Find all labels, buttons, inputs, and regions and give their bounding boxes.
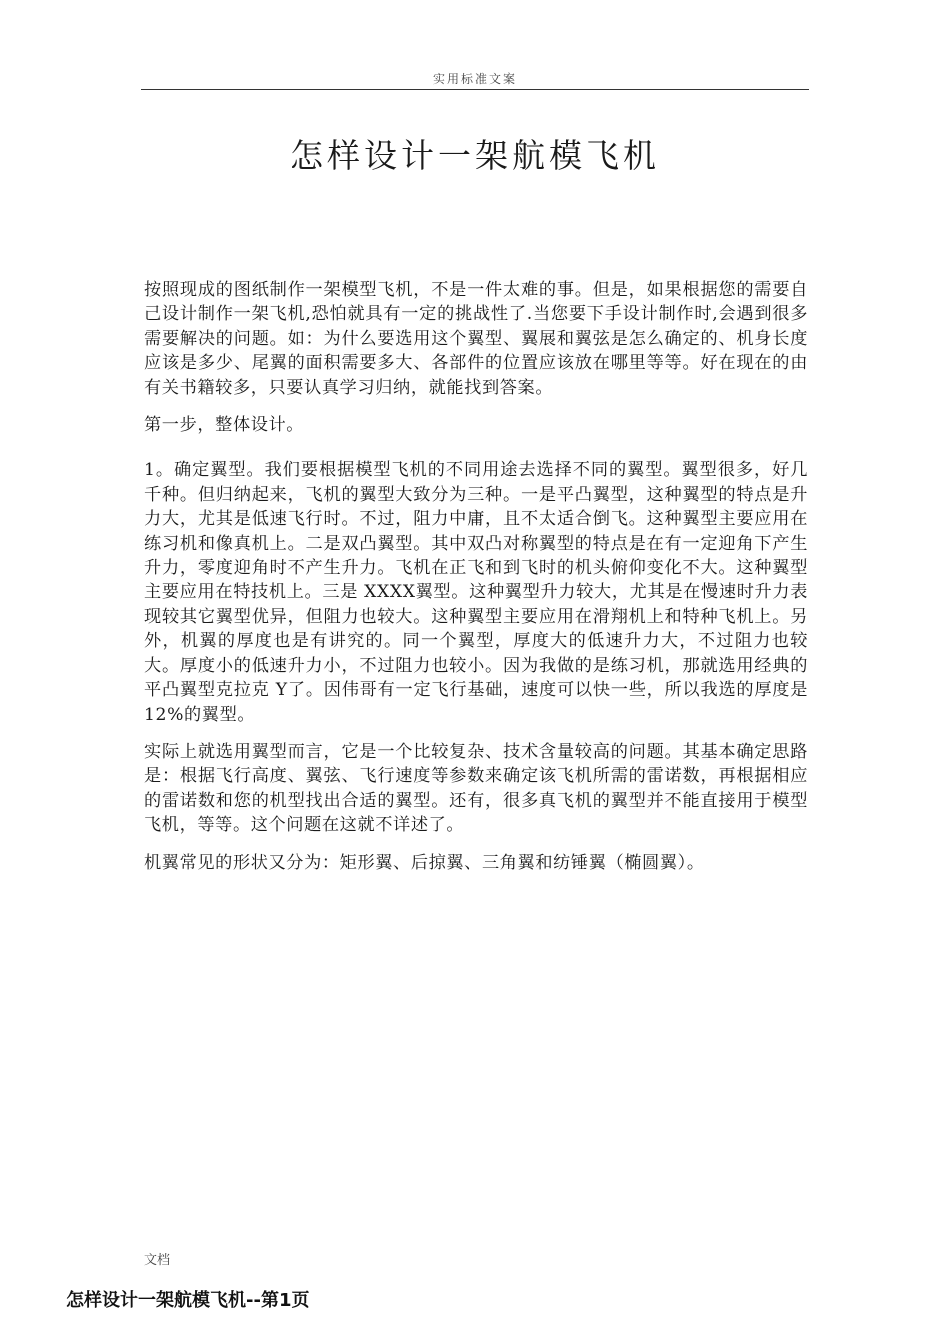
footer-text: 文档 — [144, 1253, 171, 1268]
paragraph-wing-shapes: 机翼常见的形状又分为：矩形翼、后掠翼、三角翼和纺锤翼（椭圆翼）。 — [144, 852, 705, 873]
paragraph-airfoil: 1。确定翼型。我们要根据模型飞机的不同用途去选择不同的翼型。翼型很多，好几千种。但归纳起来，飞机的翼型大致分为三种。一是平凸翼型，这种翼型的特点是升力大，尤其是低速飞行时。不过，阻力中庸，且不太适合倒飞。这种翼型主要应用在练习机和像真机上。二是双凸翼型。其中双凸对称翼型的特点是在有一定迎角下产生升力，零度迎角时不产生升力。飞机在正飞和到飞时的机头俯仰变化不大。这种翼型主要应用在特技机上。三是 XXXX翼型。这种翼型升力较大，尤其是在慢速时升力表现较其它翼型优异，但阻力也较大。这种翼型主要应用在滑翔机上和特种飞机上。另外，机翼的厚度也是有讲究的。同一个翼型，厚度大的低速升力大，不过阻力也较大。厚度小的低速升力小，不过阻力也较小。因为我做的是练习机，那就选用经典的平凸翼型克拉克 Y了。因伟哥有一定飞行基础，速度可以快一些，所以我选的厚度是 12%的翼型。 — [144, 460, 808, 725]
paragraph-step-one: 第一步，整体设计。 — [144, 415, 305, 436]
page-caption: 怎样设计一架航模飞机--第1页 — [66, 1290, 310, 1311]
document-body — [144, 278, 808, 888]
page-footer — [144, 1249, 170, 1268]
header-text: 实用标准文案 — [432, 72, 517, 86]
page-header — [141, 70, 809, 90]
paragraph-airfoil-selection: 实际上就选用翼型而言，它是一个比较复杂、技术含量较高的问题。其基本确定思路是：根据飞行高度、翼弦、飞行速度等参数来确定该飞机所需的雷诺数，再根据相应的雷诺数和您的机型找出合适的翼型。还有，很多真飞机的翼型并不能直接用于模型飞机，等等。这个问题在这就不详述了。 — [144, 741, 808, 836]
paragraph-intro: 按照现成的图纸制作一架模型飞机，不是一件太难的事。但是，如果根据您的需要自己设计制作一架飞机,恐怕就具有一定的挑战性了.当您要下手设计制作时,会遇到很多需要解决的问题。如：为什么要选用这个翼型、翼展和翼弦是怎么确定的、机身长度应该是多少、尾翼的面积需要多大、各部件的位置应该放在哪里等等。好在现在的由有关书籍较多，只要认真学习归纳，就能找到答案。 — [144, 280, 808, 398]
document-title: 怎样设计一架航模飞机 — [290, 136, 660, 175]
